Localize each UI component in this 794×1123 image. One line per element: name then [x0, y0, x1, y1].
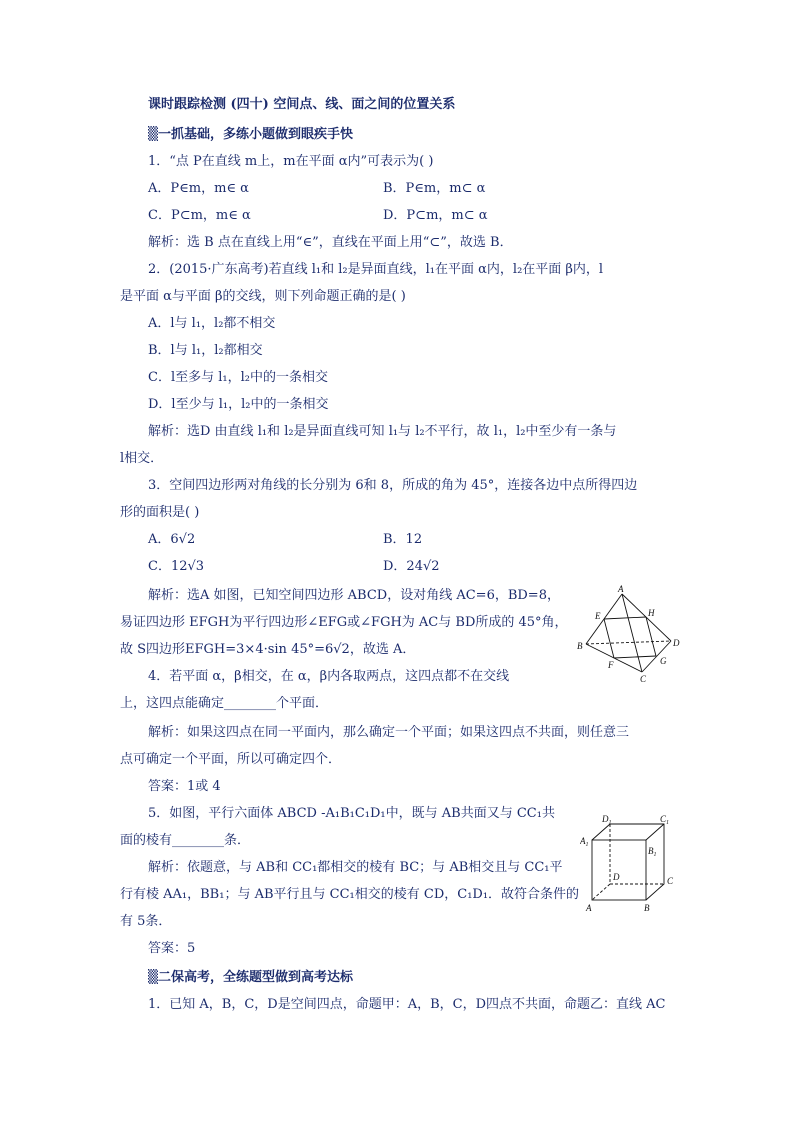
- fig2-label-c1: $C_1$: [660, 814, 670, 826]
- q5-stem-line2: 面的棱有________条．: [120, 833, 251, 848]
- q4-stem-line1: 4．若平面 α，β相交，在 α，β内各取两点，这四点都不在交线: [148, 669, 510, 684]
- q2-stem-line1: 2．(2015·广东高考)若直线 l₁和 l₂是异面直线，l₁在平面 α内，l₂在平面 β内，l: [148, 262, 604, 277]
- q4-stem-line2: 上，这四点能确定________个平面．: [120, 696, 329, 711]
- q3-stem-line2: 形的面积是( ): [120, 505, 200, 520]
- fig1-label-d: D: [673, 638, 680, 648]
- q5-analysis-line1: 解析：依题意，与 AB和 CC₁都相交的棱有 BC；与 AB相交且与 CC₁平: [148, 860, 563, 875]
- q1-option-c: C．P⊂m，m∈ α: [148, 208, 251, 223]
- section-heading-2: ▒二保高考，全练题型做到高考达标: [148, 970, 353, 985]
- fig2-label-d1: $D_1$: [602, 814, 612, 826]
- q4-answer: 答案：1或 4: [148, 779, 221, 794]
- q3-stem-line1: 3．空间四边形两对角线的长分别为 6和 8，所成的角为 45°，连接各边中点所得四边: [148, 478, 638, 493]
- fig1-label-g: G: [660, 656, 667, 666]
- fig1-label-f: F: [608, 660, 614, 670]
- parallelepiped-figure: [580, 812, 680, 916]
- fig2-label-b1: $B_1$: [648, 846, 657, 858]
- q4-analysis-line2: 点可确定一个平面，所以可确定四个．: [120, 752, 342, 767]
- q1-analysis: 解析：选 B 点在直线上用“∈”，直线在平面上用“⊂”，故选 B．: [148, 235, 513, 250]
- q5-answer: 答案：5: [148, 941, 196, 956]
- fig2-label-c: C: [667, 876, 674, 886]
- q2-analysis-line2: l相交．: [120, 451, 164, 466]
- q2-option-b: B．l与 l₁，l₂都相交: [148, 343, 263, 358]
- q5-stem-line1: 5．如图，平行六面体 ABCD -A₁B₁C₁D₁中，既与 AB共面又与 CC₁共: [148, 806, 555, 821]
- fig1-label-h: H: [648, 608, 655, 618]
- q1-stem: 1．“点 P在直线 m上，m在平面 α内”可表示为( ): [148, 154, 434, 169]
- q3-option-d: D．24√2: [383, 559, 440, 574]
- q2-option-a: A．l与 l₁，l₂都不相交: [148, 316, 276, 331]
- q1-option-d: D．P⊂m，m⊂ α: [383, 208, 488, 223]
- page-title: 课时跟踪检测 (四十) 空间点、线、面之间的位置关系: [148, 97, 456, 112]
- q2-stem-line2: 是平面 α与平面 β的交线，则下列命题正确的是( ): [120, 289, 406, 304]
- q3-option-c: C．12√3: [148, 559, 205, 574]
- q3-analysis-line3: 故 S四边形EFGH=3×4·sin 45°=6√2，故选 A．: [120, 642, 416, 657]
- fig1-label-c: C: [640, 674, 647, 684]
- q3-option-b: B．12: [383, 532, 423, 547]
- q3-analysis-line1: 解析：选A 如图，已知空间四边形 ABCD，设对角线 AC=6，BD=8，: [148, 588, 560, 603]
- fig2-label-d: D: [613, 872, 620, 882]
- q5-analysis-line3: 有 5条．: [120, 914, 172, 929]
- fig2-label-a1: $A_1$: [580, 836, 589, 848]
- q1-option-b: B．P∈m，m⊂ α: [383, 181, 486, 196]
- fig1-label-a: A: [618, 584, 624, 594]
- section-heading-1: ▒一抓基础，多练小题做到眼疾手快: [148, 127, 353, 142]
- q2-analysis-line1: 解析：选D 由直线 l₁和 l₂是异面直线可知 l₁与 l₂不平行，故 l₁，l₂中至少有一条与: [148, 424, 617, 439]
- q4-analysis-line1: 解析：如果这四点在同一平面内，那么确定一个平面；如果这四点不共面，则任意三: [148, 725, 630, 740]
- q6-stem-line1: 1．已知 A，B，C，D是空间四点，命题甲：A，B，C，D四点不共面，命题乙：直线 AC: [148, 997, 666, 1012]
- q2-option-d: D．l至少与 l₁，l₂中的一条相交: [148, 397, 329, 412]
- q5-analysis-line2: 行有棱 AA₁，BB₁；与 AB平行且与 CC₁相交的棱有 CD，C₁D₁．故符合条件的: [120, 887, 580, 902]
- q1-option-a: A．P∈m，m∈ α: [148, 181, 249, 196]
- fig2-label-a: A: [586, 903, 592, 913]
- fig2-label-b: B: [644, 903, 650, 913]
- fig1-label-b: B: [577, 641, 583, 651]
- tetrahedron-figure: [574, 584, 686, 684]
- q3-analysis-line2: 易证四边形 EFGH为平行四边形∠EFG或∠FGH为 AC与 BD所成的 45°角，: [120, 615, 568, 630]
- fig1-label-e: E: [595, 611, 601, 621]
- q2-option-c: C．l至多与 l₁，l₂中的一条相交: [148, 370, 328, 385]
- q3-option-a: A．6√2: [148, 532, 196, 547]
